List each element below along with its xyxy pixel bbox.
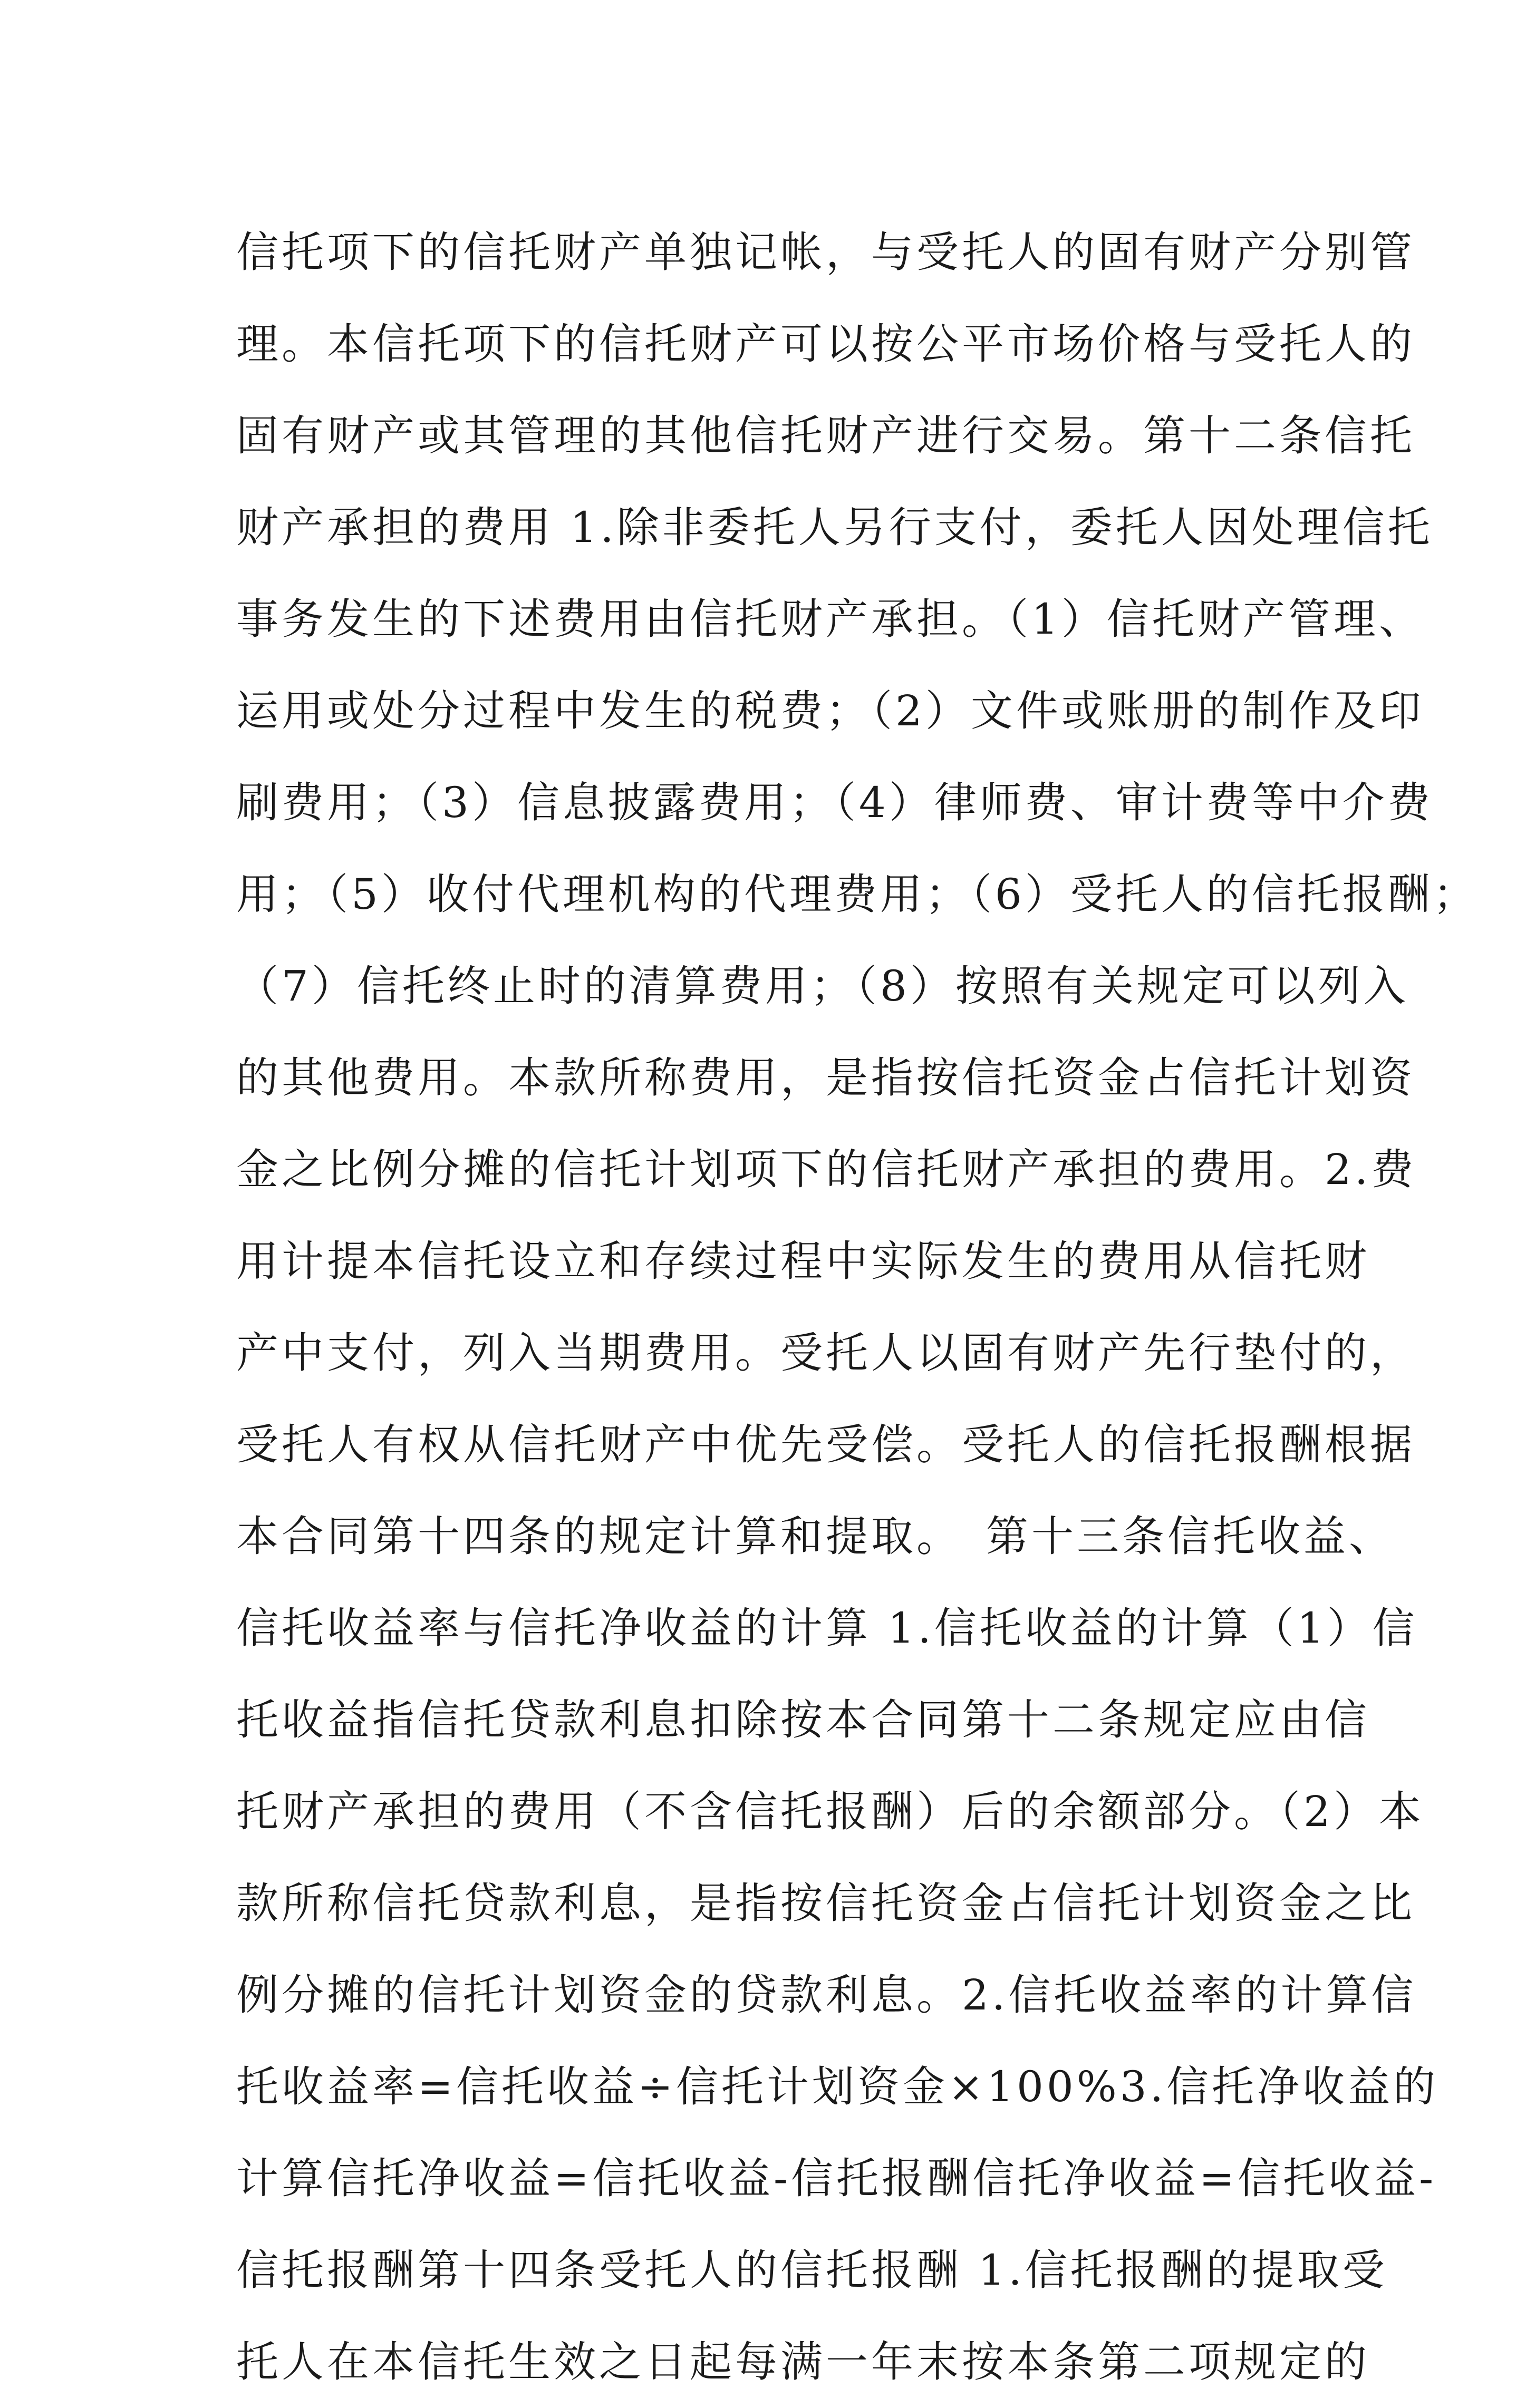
text-line: 托收益率=信托收益÷信托计划资金×100%3.信托净收益的 <box>236 2062 1439 2111</box>
text-line: 托人在本信托生效之日起每满一年末按本条第二项规定的 <box>236 2337 1370 2386</box>
text-line: 刷费用；（3）信息披露费用；（4）律师费、审计费等中介费 <box>236 778 1433 827</box>
text-line: 本合同第十四条的规定计算和提取。 第十三条信托收益、 <box>236 1512 1394 1561</box>
text-line: （7）信托终止时的清算费用；（8）按照有关规定可以列入 <box>236 962 1409 1011</box>
text-line: 理。本信托项下的信托财产可以按公平市场价格与受托人的 <box>236 319 1415 368</box>
text-line: 计算信托净收益=信托收益-信托报酬信托净收益=信托收益- <box>236 2154 1437 2203</box>
text-line: 财产承担的费用 1.除非委托人另行支付，委托人因处理信托 <box>236 503 1433 552</box>
text-line: 信托项下的信托财产单独记帐，与受托人的固有财产分别管 <box>236 228 1415 277</box>
text-line: 托财产承担的费用（不含信托报酬）后的余额部分。（2）本 <box>236 1787 1424 1836</box>
text-line: 金之比例分摊的信托计划项下的信托财产承担的费用。2.费 <box>236 1145 1417 1194</box>
text-line: 产中支付，列入当期费用。受托人以固有财产先行垫付的， <box>236 1328 1415 1377</box>
text-line: 运用或处分过程中发生的税费；（2）文件或账册的制作及印 <box>236 686 1424 735</box>
text-line: 款所称信托贷款利息，是指按信托资金占信托计划资金之比 <box>236 1879 1415 1928</box>
text-line: 事务发生的下述费用由信托财产承担。（1）信托财产管理、 <box>236 595 1424 644</box>
text-line: 用计提本信托设立和存续过程中实际发生的费用从信托财 <box>236 1237 1370 1286</box>
text-line: 信托报酬第十四条受托人的信托报酬 1.信托报酬的提取受 <box>236 2246 1388 2295</box>
text-line: 用；（5）收付代理机构的代理费用；（6）受托人的信托报酬； <box>236 870 1479 919</box>
text-line: 托收益指信托贷款利息扣除按本合同第十二条规定应由信 <box>236 1695 1370 1744</box>
text-line: 的其他费用。本款所称费用，是指按信托资金占信托计划资 <box>236 1053 1415 1102</box>
text-line: 信托收益率与信托净收益的计算 1.信托收益的计算（1）信 <box>236 1604 1418 1653</box>
text-line: 受托人有权从信托财产中优先受偿。受托人的信托报酬根据 <box>236 1420 1415 1469</box>
body-text <box>236 207 1479 2408</box>
text-line: 例分摊的信托计划资金的贷款利息。2.信托收益率的计算信 <box>236 1970 1417 2019</box>
text-line: 固有财产或其管理的其他信托财产进行交易。第十二条信托 <box>236 411 1415 460</box>
